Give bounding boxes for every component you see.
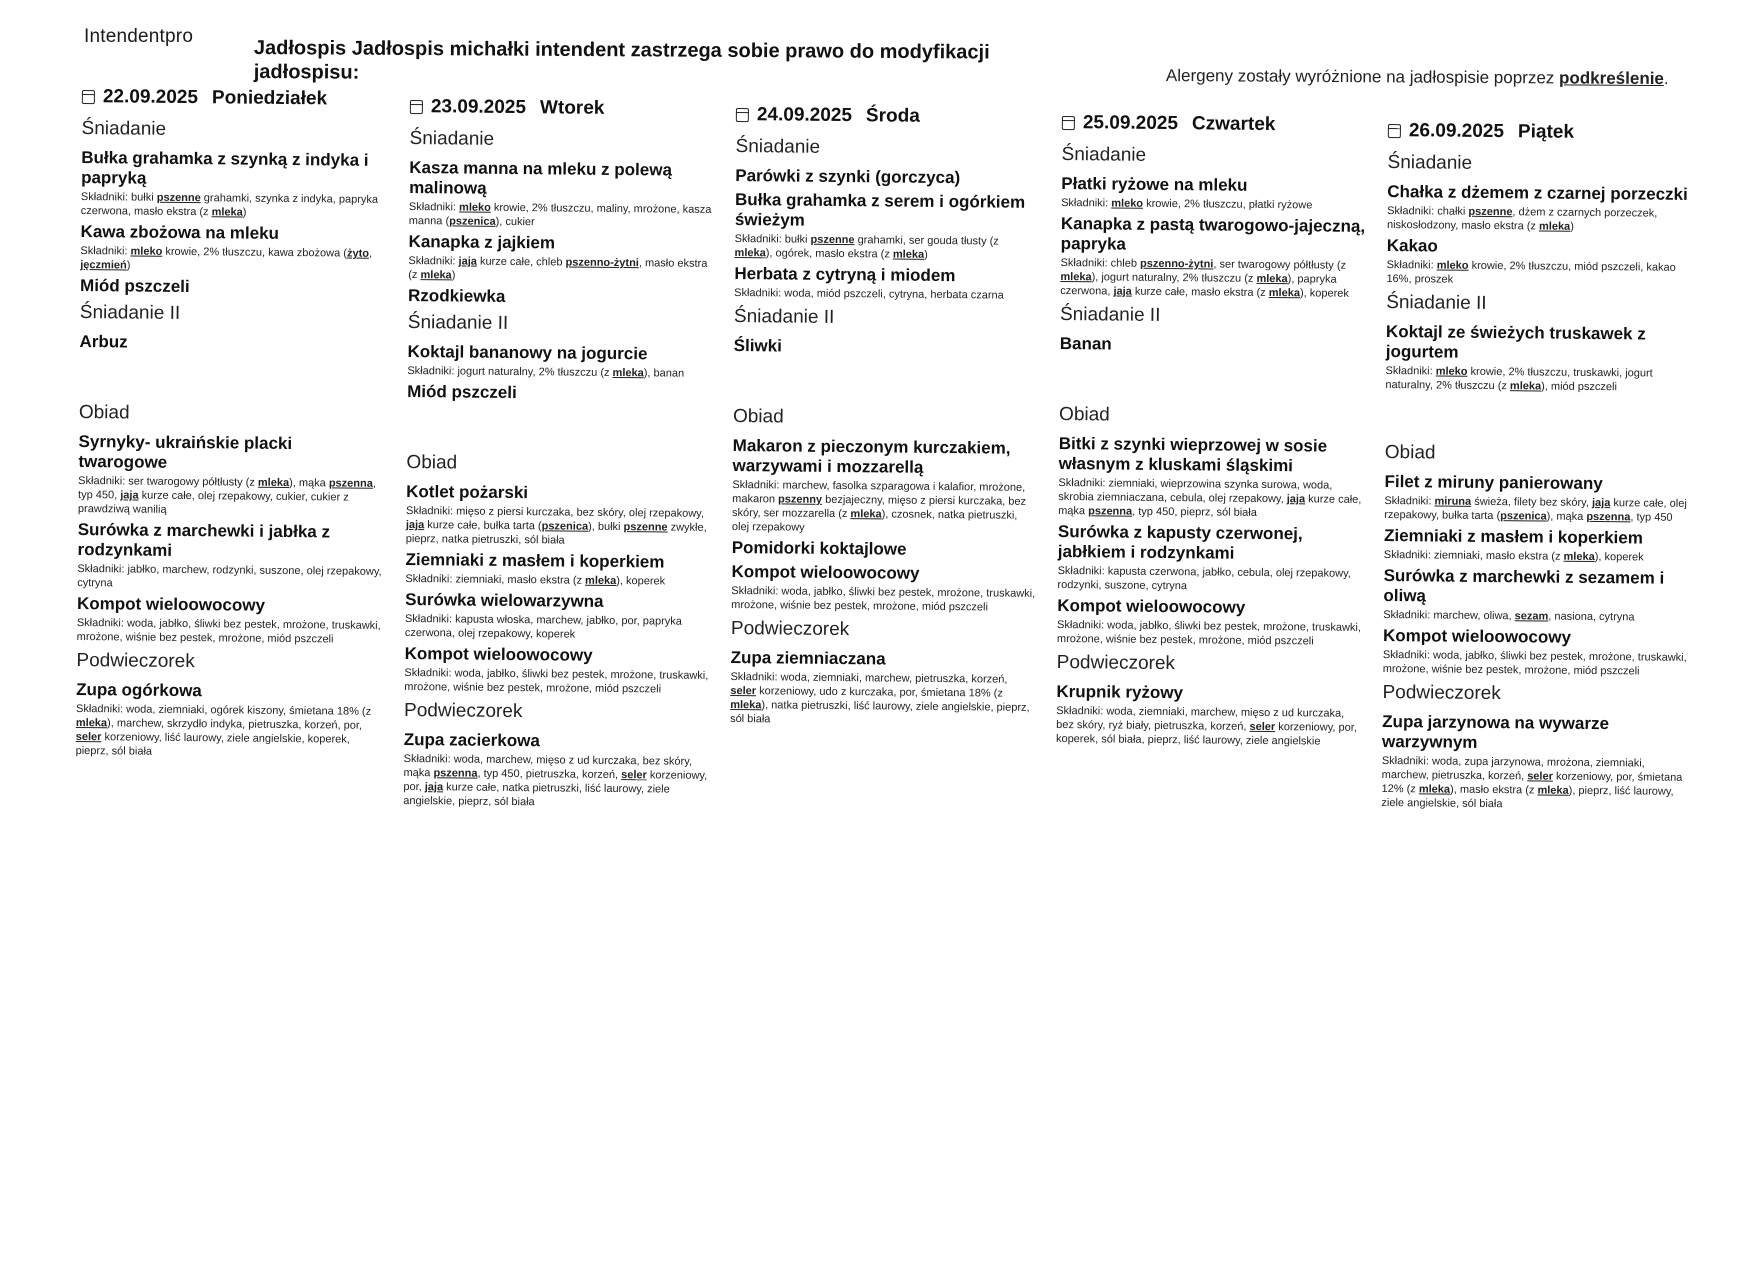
meal-label: Śniadanie bbox=[1387, 151, 1473, 174]
day-column bbox=[76, 86, 387, 765]
dish-ingredients: Składniki: mięso z piersi kurczaka, bez skóry, olej rzepakowy, jaja kurze całe, bułka tarta (pszenica), bułki pszenne zwykłe, pieprz, natka pietruszki, sól biała bbox=[405, 504, 707, 547]
dish-ingredients: Składniki: chałki pszenne, dżem z czarnych porzeczek, niskosłodzony, masło ekstra (z mleka) bbox=[1386, 204, 1658, 233]
dish-name: Zupa zacierkowa bbox=[403, 729, 540, 751]
brand-logo-text: Intendentpro bbox=[84, 26, 194, 47]
meal-section bbox=[1383, 442, 1690, 679]
meal-section bbox=[1060, 144, 1366, 301]
meal-label: Obiad bbox=[732, 405, 784, 428]
day-header bbox=[410, 96, 715, 121]
dish-name: Chałka z dżemem z czarnej porzeczki bbox=[1387, 181, 1688, 204]
calendar-icon bbox=[82, 90, 95, 104]
dish-ingredients: Składniki: ziemniaki, masło ekstra (z mleka), koperek bbox=[405, 572, 666, 588]
day-header bbox=[1062, 112, 1367, 137]
allergen-note bbox=[1166, 66, 1669, 89]
day-date: 26.09.2025 bbox=[1408, 120, 1505, 143]
dish-ingredients: Składniki: bułki pszenne grahamki, ser gouda tłusty (z mleka), ogórek, masło ekstra (z mleka) bbox=[734, 232, 999, 261]
meal-label: Obiad bbox=[1384, 441, 1436, 464]
dish-name: Bułka grahamka z serem i ogórkiem świeżym bbox=[734, 189, 1026, 230]
dish-name: Kakao bbox=[1386, 235, 1438, 256]
dish-name: Bułka grahamka z szynką z indyka i papryką bbox=[81, 147, 369, 188]
dish-name: Bitki z szynki wieprzowej w sosie własnym z kluskami śląskimi bbox=[1058, 433, 1328, 476]
calendar-icon bbox=[1388, 124, 1401, 138]
meal-section bbox=[80, 118, 387, 299]
document-title: Jadłospis Jadłospis michałki intendent zastrzega sobie prawo do modyfikacji jadłospisu: bbox=[253, 36, 990, 84]
day-weekday: Czwartek bbox=[1191, 113, 1276, 136]
meal-label: Podwieczorek bbox=[76, 649, 195, 673]
dish-name: Koktajl ze świeżych truskawek z jogurtem bbox=[1385, 321, 1646, 362]
day-column bbox=[1381, 120, 1693, 817]
meal-label: Śniadanie bbox=[735, 135, 821, 158]
day-column bbox=[403, 96, 715, 815]
meal-label: Podwieczorek bbox=[1056, 651, 1176, 675]
day-weekday: Środa bbox=[865, 105, 920, 127]
meal-label: Śniadanie II bbox=[407, 311, 509, 334]
allergen-note-text: Alergeny zostały wyróżnione na jadłospisie poprzez bbox=[1165, 66, 1560, 88]
dish-ingredients: Składniki: woda, miód pszczeli, cytryna, herbata czarna bbox=[734, 286, 1004, 302]
dish-ingredients: Składniki: woda, jabłko, śliwki bez pestek, mrożone, truskawki, mrożone, wiśnie bez pestek, mrożone, miód pszczeli bbox=[76, 616, 381, 646]
dish-ingredients: Składniki: marchew, fasolka szparagowa i kalafior, mrożone, makaron pszenny bezjajeczny, mięso z piersi kurczaka, bez skóry, ser mozzarella (z mleka), czosnek, natka pietruszki, olej rzepakowy bbox=[731, 478, 1027, 534]
dish-ingredients: Składniki: woda, ziemniaki, marchew, pietruszka, korzeń, seler korzeniowy, udo z kurczaka, por, śmietana 18% (z mleka), natka pietruszki, liść laurowy, ziele angielskie, pieprz, sól biała bbox=[730, 670, 1030, 726]
dish-name: Kompot wieloowocowy bbox=[731, 561, 920, 583]
dish-name: Arbuz bbox=[79, 331, 128, 352]
meal-section bbox=[79, 302, 384, 355]
dish-ingredients: Składniki: woda, zupa jarzynowa, mrożona, ziemniaki, marchew, pietruszka, korzeń, seler korzeniowy, por, śmietana 12% (z mleka), masło ekstra (z mleka), pieprz, liść laurowy, ziele angielskie, sól biała bbox=[1381, 754, 1683, 811]
dish-ingredients: Składniki: ser twarogowy półtłusty (z mleka), mąka pszenna, typ 450, jaja kurze całe, olej rzepakowy, cukier, cukier z prawdziwą wanilią bbox=[77, 474, 377, 516]
dish-ingredients: Składniki: woda, jabłko, śliwki bez pestek, mrożone, truskawki, mrożone, wiśnie bez pestek, mrożone, miód pszczeli bbox=[1056, 618, 1361, 648]
dish-name: Pomidorki koktajlowe bbox=[731, 537, 907, 559]
dish-ingredients: Składniki: mleko krowie, 2% tłuszczu, płatki ryżowe bbox=[1061, 196, 1313, 212]
day-weekday: Piątek bbox=[1517, 121, 1575, 143]
dish-name: Surówka z kapusty czerwonej, jabłkiem i rodzynkami bbox=[1057, 521, 1303, 563]
dish-ingredients: Składniki: jabłko, marchew, rodzynki, suszone, olej rzepakowy, cytryna bbox=[77, 562, 382, 590]
meal-section bbox=[1386, 152, 1692, 289]
dish-ingredients: Składniki: chleb pszenno-żytni, ser twarogowy półtłusty (z mleka), jogurt naturalny, 2% tłuszczu (z mleka), papryka czerwona, jaja kurze całe, masło ekstra (z mleka), koperek bbox=[1060, 256, 1349, 300]
dish-name: Miód pszczeli bbox=[407, 381, 517, 403]
dish-name: Kotlet pożarski bbox=[406, 481, 529, 503]
meal-section bbox=[1381, 682, 1687, 813]
dish-name: Zupa jarzynowa na wywarze warzywnym bbox=[1381, 711, 1610, 752]
dish-ingredients: Składniki: woda, marchew, mięso z ud kurczaka, bez skóry, mąka pszenna, typ 450, pietruszka, korzeń, seler korzeniowy, por, jaja kurze całe, natka pietruszki, liść laurowy, ziele angielskie, pieprz, sól biała bbox=[403, 752, 708, 809]
meal-label: Śniadanie II bbox=[79, 301, 181, 324]
dish-name: Śliwki bbox=[733, 335, 782, 356]
dish-ingredients: Składniki: miruna świeża, filety bez skóry, jaja kurze całe, olej rzepakowy, bułka tarta (pszenica), mąka pszenna, typ 450 bbox=[1384, 494, 1687, 524]
dish-name: Ziemniaki z masłem i koperkiem bbox=[405, 549, 665, 572]
meal-label: Obiad bbox=[78, 401, 130, 424]
day-date: 22.09.2025 bbox=[102, 86, 199, 109]
meal-label: Śniadanie II bbox=[1059, 303, 1161, 326]
day-column bbox=[1056, 112, 1367, 753]
meal-section bbox=[734, 136, 1041, 303]
meal-label: Obiad bbox=[406, 451, 458, 474]
meal-section bbox=[1385, 292, 1691, 395]
meal-section bbox=[730, 618, 1036, 729]
meal-label: Śniadanie bbox=[1061, 143, 1147, 166]
calendar-icon bbox=[736, 108, 749, 122]
dish-name: Syrnyky- ukraińskie placki twarogowe bbox=[78, 431, 293, 472]
calendar-icon bbox=[1062, 116, 1075, 130]
meal-section bbox=[1057, 404, 1364, 649]
meal-label: Śniadanie II bbox=[733, 305, 835, 328]
day-column bbox=[730, 104, 1041, 733]
meal-label: Podwieczorek bbox=[1382, 681, 1501, 705]
dish-name: Filet z miruny panierowany bbox=[1384, 471, 1603, 494]
dish-ingredients: Składniki: woda, jabłko, śliwki bez pestek, mrożone, truskawki, mrożone, wiśnie bez pestek, mrożone, miód pszczeli bbox=[404, 666, 709, 696]
allergen-note-suffix: . bbox=[1663, 69, 1669, 89]
dish-name: Koktajl bananowy na jogurcie bbox=[407, 341, 648, 364]
dish-name: Banan bbox=[1059, 333, 1112, 354]
dish-ingredients: Składniki: woda, jabłko, śliwki bez pestek, mrożone, truskawki, mrożone, wiśnie bez pestek, mrożone, miód pszczeli bbox=[731, 584, 1036, 614]
dish-name: Parówki z szynki (gorczyca) bbox=[735, 165, 961, 188]
meal-section bbox=[403, 700, 709, 811]
calendar-icon bbox=[410, 100, 423, 114]
dish-ingredients: Składniki: jogurt naturalny, 2% tłuszczu (z mleka), banan bbox=[407, 364, 685, 380]
day-header bbox=[736, 104, 1041, 129]
dish-name: Kanapka z jajkiem bbox=[408, 231, 556, 253]
dish-ingredients: Składniki: woda, ziemniaki, marchew, mięso z ud kurczaka, bez skóry, ryż biały, pietruszka, korzeń, seler korzeniowy, por, koperek, sól biała, pieprz, liść laurowy, ziele angielskie bbox=[1055, 704, 1357, 748]
dish-name: Miód pszczeli bbox=[79, 275, 190, 297]
meal-section bbox=[408, 128, 715, 309]
dish-ingredients: Składniki: marchew, oliwa, sezam, nasiona, cytryna bbox=[1383, 608, 1635, 624]
meal-label: Obiad bbox=[1058, 403, 1110, 426]
day-header bbox=[82, 86, 387, 111]
meal-section bbox=[731, 406, 1038, 615]
meal-label: Podwieczorek bbox=[404, 699, 523, 723]
dish-name: Zupa ogórkowa bbox=[76, 679, 202, 701]
meal-label: Śniadanie bbox=[81, 117, 167, 140]
day-header bbox=[1388, 120, 1693, 145]
meal-section bbox=[407, 312, 713, 405]
dish-name: Surówka z marchewki i jabłka z rodzynkami bbox=[77, 519, 331, 560]
dish-ingredients: Składniki: ziemniaki, masło ekstra (z mleka), koperek bbox=[1383, 548, 1644, 564]
dish-name: Kompot wieloowocowy bbox=[1057, 595, 1246, 617]
dish-ingredients: Składniki: mleko krowie, 2% tłuszczu, miód pszczeli, kakao 16%, proszek bbox=[1386, 258, 1676, 286]
dish-name: Zupa ziemniaczana bbox=[730, 647, 886, 669]
day-weekday: Wtorek bbox=[539, 97, 605, 119]
day-date: 23.09.2025 bbox=[430, 96, 527, 119]
meal-section bbox=[734, 306, 1039, 359]
day-date: 24.09.2025 bbox=[756, 104, 853, 127]
dish-ingredients: Składniki: mleko krowie, 2% tłuszczu, maliny, mrożone, kasza manna (pszenica), cukier bbox=[408, 200, 712, 229]
dish-name: Surówka wielowarzywna bbox=[405, 589, 604, 611]
dish-name: Kasza manna na mleku z polewą malinową bbox=[409, 157, 673, 198]
day-date: 25.09.2025 bbox=[1082, 112, 1179, 135]
dish-name: Kanapka z pastą twarogowo-jajeczną, papryka bbox=[1060, 213, 1366, 254]
meal-section bbox=[1056, 652, 1362, 749]
dish-name: Kompot wieloowocowy bbox=[404, 643, 593, 665]
dish-name: Krupnik ryżowy bbox=[1056, 681, 1184, 703]
meal-label: Śniadanie II bbox=[1386, 291, 1487, 314]
meal-section bbox=[1060, 304, 1365, 357]
dish-name: Surówka z marchewki z sezamem i oliwą bbox=[1383, 565, 1665, 606]
meal-label: Śniadanie bbox=[409, 127, 495, 150]
dish-ingredients: Składniki: bułki pszenne grahamki, szynka z indyka, papryka czerwona, masło ekstra (z mleka) bbox=[80, 190, 379, 219]
dish-name: Płatki ryżowe na mleku bbox=[1061, 173, 1248, 195]
dish-name: Kawa zbożowa na mleku bbox=[80, 221, 280, 243]
allergen-note-emphasis: podkreślenie bbox=[1558, 68, 1664, 89]
meal-section bbox=[76, 650, 382, 761]
meal-section bbox=[404, 452, 711, 697]
day-weekday: Poniedziałek bbox=[211, 87, 328, 110]
dish-name: Herbata z cytryną i miodem bbox=[734, 263, 956, 286]
dish-ingredients: Składniki: kapusta czerwona, jabłko, cebula, olej rzepakowy, rodzynki, suszone, cytryna bbox=[1057, 564, 1351, 593]
dish-ingredients: Składniki: mleko krowie, 2% tłuszczu, kawa zbożowa (żyto, jęczmień) bbox=[80, 244, 373, 272]
dish-ingredients: Składniki: woda, ziemniaki, ogórek kiszony, śmietana 18% (z mleka), marchew, skrzydło indyka, pietruszka, korzeń, por, seler korzeniowy, liść laurowy, ziele angielskie, koperek, pieprz, sól biała bbox=[75, 702, 372, 758]
dish-ingredients: Składniki: woda, jabłko, śliwki bez pestek, mrożone, truskawki, mrożone, wiśnie bez pestek, mrożone, miód pszczeli bbox=[1382, 648, 1687, 678]
dish-ingredients: Składniki: ziemniaki, wieprzowina szynka surowa, woda, skrobia ziemniaczana, cebula, olej rzepakowy, jaja kurze całe, mąka pszenna, typ 450, pieprz, sól biała bbox=[1058, 476, 1362, 519]
dish-name: Rzodkiewka bbox=[407, 285, 506, 306]
meal-label: Podwieczorek bbox=[730, 617, 850, 641]
dish-ingredients: Składniki: jaja kurze całe, chleb pszenno-żytni, masło ekstra (z mleka) bbox=[408, 254, 708, 282]
dish-name: Kompot wieloowocowy bbox=[76, 593, 266, 615]
dish-name: Makaron z pieczonym kurczakiem, warzywami i mozzarellą bbox=[732, 435, 1011, 477]
meal-section bbox=[77, 402, 384, 647]
dish-name: Kompot wieloowocowy bbox=[1382, 625, 1572, 647]
dish-ingredients: Składniki: mleko krowie, 2% tłuszczu, truskawki, jogurt naturalny, 2% tłuszczu (z mleka), miód pszczeli bbox=[1385, 364, 1653, 394]
dish-name: Ziemniaki z masłem i koperkiem bbox=[1383, 525, 1643, 548]
dish-ingredients: Składniki: kapusta włoska, marchew, jabłko, por, papryka czerwona, olej rzepakowy, koperek bbox=[404, 612, 683, 641]
